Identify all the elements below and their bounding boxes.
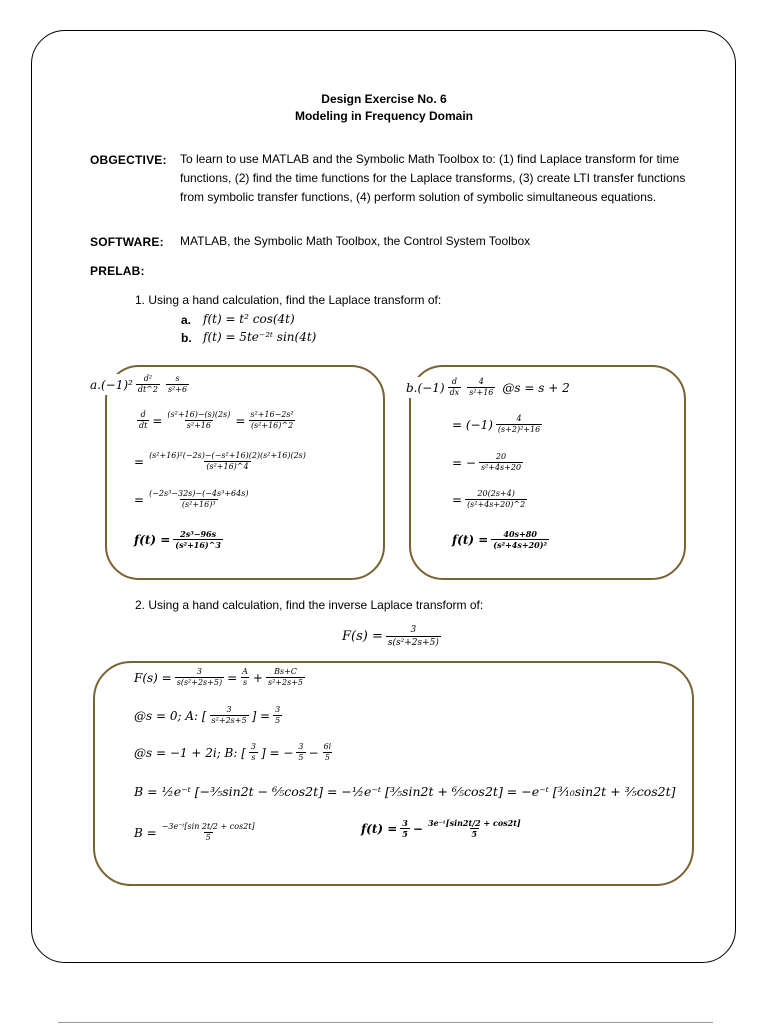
work-c-line3: @s = −1 + 2i; B: [ $\frac{3}{s}$ ] = − $\frac{3}{5}$ − $\frac{6i}{5}$ (134, 742, 332, 762)
q1b-equation: f(t) = 5te⁻²ᵗ sin(4t) (203, 330, 317, 344)
q1b-label: b. (181, 331, 192, 345)
question-1: 1. Using a hand calculation, find the Laplace transform of: (135, 293, 442, 307)
work-a-line2: $\frac{d}{dt}$ = $\frac{\text{(s²+16)−(s)(2s)}}{\text{s²+16}}$ = $\frac{\text{s²+16−2s²}}{\text{(s²+16)\textasciicircum{}2}}$ (139, 410, 294, 430)
q1a-equation: f(t) = t² cos(4t) (203, 312, 295, 326)
work-a-line1: a.(−1)² $\frac{\text{d²}}{dt\^{}2}$ $\frac{s}{\text{s²+6}}$ (90, 374, 192, 395)
bottom-divider (58, 1022, 713, 1023)
objective-label: OBGECTIVE: (90, 153, 167, 167)
work-c-line5: B = $\frac{\text{−3e⁻ᵗ[sin 2t/2 + cos2t]}}{5}$ (134, 822, 255, 842)
exercise-subtitle: Modeling in Frequency Domain (294, 109, 473, 123)
work-a-answer: f(t) = $\frac{\text{2s³−96s}}{\text{(s²+16)\textasciicircum{}3}}$ (134, 529, 221, 550)
work-b-line2: = (−1) $\frac{4}{\text{(s+2)²+16}}$ (452, 414, 541, 434)
objective-text: To learn to use MATLAB and the Symbolic Math Toolbox to: (1) find Laplace transform for time functions, (2) find the time functions for the Laplace transforms, (3) create LTI transfer functions from symbolic transfer functions, (4) perform solution of symbolic simultaneous equations. (180, 152, 686, 204)
work-b-answer: f(t) = $\frac{40s+80}{\text{(s²+4s+20)²}}$ (452, 529, 547, 550)
exercise-title: Design Exercise No. 6 (321, 92, 447, 106)
question-2: 2. Using a hand calculation, find the inverse Laplace transform of: (135, 598, 484, 612)
work-box-c (93, 661, 694, 886)
q2-equation: F(s) = $\frac{3}{\text{s(s²+2s+5)}}$ (342, 625, 439, 648)
work-a-line3: = $\frac{\text{(s²+16)²(−2s)−(−s²+16)(2)(s²+16)(2s)}}{\text{(s²+16)\textasciicircum{}4}}$ (134, 451, 306, 471)
work-b-line1: b.(−1) $\frac{d}{dx}$ $\frac{4}{\text{s²+16}}$ @s = s + 2 (406, 377, 570, 397)
work-c-line4: B = ½e⁻ᵗ [−⅗sin2t − ⁶⁄₅cos2t] = −½e⁻ᵗ [⅗sin2t + ⁶⁄₅cos2t] = −e⁻ᵗ [³⁄₁₀sin2t + ⅗cos2t] (134, 784, 676, 799)
software-label: SOFTWARE: (90, 235, 164, 249)
software-text: MATLAB, the Symbolic Math Toolbox, the Control System Toolbox (180, 234, 531, 248)
work-b-line3: = − $\frac{20}{\text{s²+4s+20}}$ (452, 452, 522, 472)
work-a-line4: = $\frac{\text{(−2s³−32s)−(−4s³+64s)}}{\text{(s²+16)³}}$ (134, 489, 249, 509)
work-c-line2: @s = 0; A: [ $\frac{3}{\text{s²+2s+5}}$ ] = $\frac{3}{5}$ (134, 705, 281, 725)
work-b-line4: = $\frac{20(2s+4)}{\text{(s²+4s+20)\textasciicircum{}2}}$ (452, 489, 526, 509)
work-c-answer: f(t) = $\frac{3}{5}$ − $\frac{\text{3e⁻ᵗ[sin2t/2 + cos2t]}}{5}$ (361, 818, 521, 839)
work-c-line1: F(s) = $\frac{3}{\text{s(s²+2s+5)}}$ = $\frac{A}{s}$ + $\frac{Bs+C}{\text{s²+2s+5}}$ (134, 667, 303, 687)
prelab-label: PRELAB: (90, 264, 145, 278)
q1a-label: a. (181, 313, 192, 327)
